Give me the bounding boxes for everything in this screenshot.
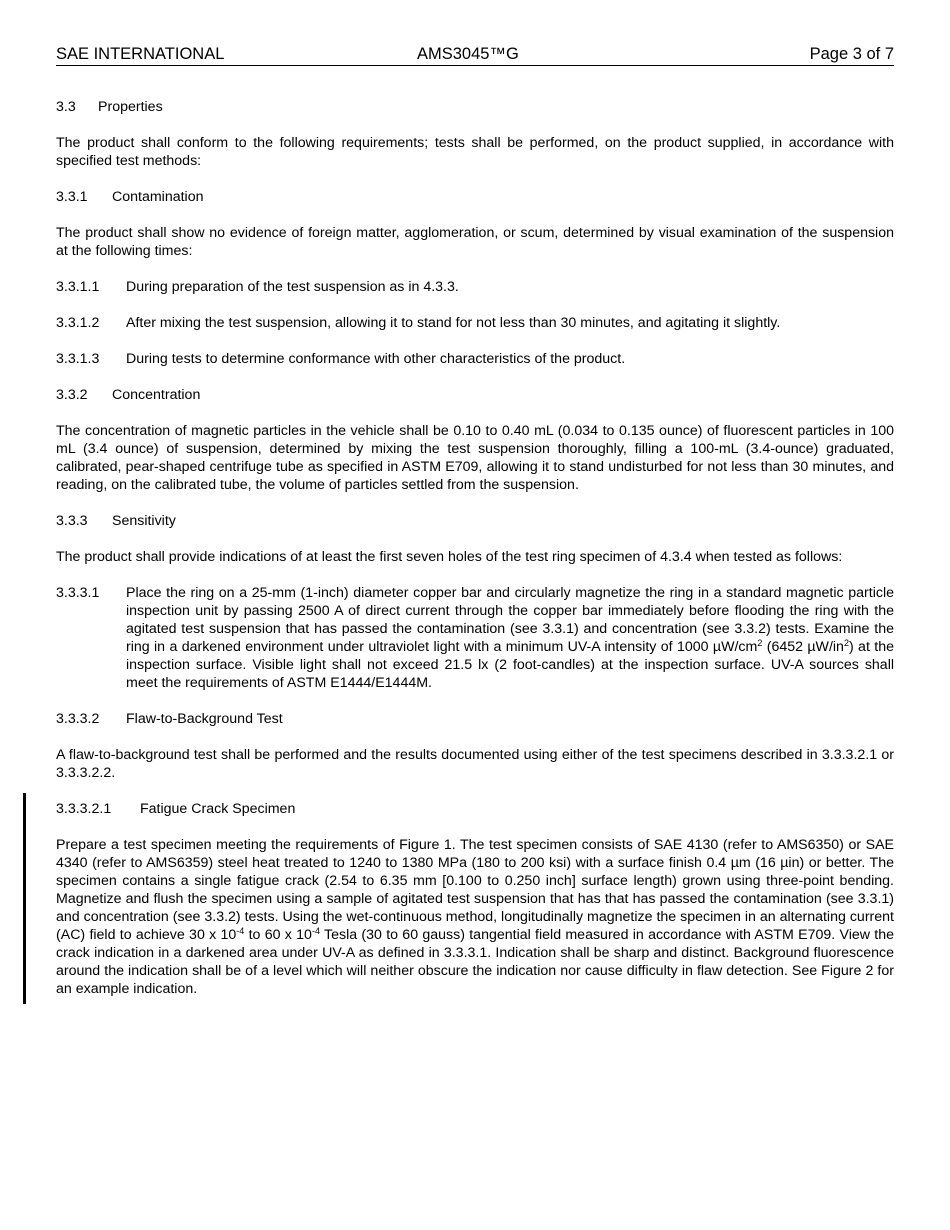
section-title: Fatigue Crack Specimen	[140, 801, 296, 817]
section-paragraph	[56, 836, 894, 998]
header-organization: SAE INTERNATIONAL	[56, 45, 225, 63]
superscript: 2	[843, 638, 849, 648]
item-text: After mixing the test suspension, allowing it to stand for not less than 30 minutes, and agitating it slightly.	[126, 315, 781, 331]
section-title: Contamination	[112, 189, 204, 205]
section-heading-3-3-3	[56, 512, 894, 530]
section-paragraph: The concentration of magnetic particles in the vehicle shall be 0.10 to 0.40 mL (0.034 to 0.135 ounce) of fluorescent particles in 100 mL (3.4 ounce) of suspension, determined by mixing the test suspension thoroughly, filling a 100-mL (3.4-ounce) graduated, calibrated, pear-shaped centrifuge tube as specified in ASTM E709, allowing it to stand undisturbed for not less than 30 minutes, and reading, on the calibrated tube, the volume of particles settled from the suspension.	[56, 423, 894, 493]
section-3-3-3-1	[56, 584, 894, 692]
header-page-number: Page 3 of 7	[809, 45, 894, 63]
section-paragraph: A flaw-to-background test shall be performed and the results documented using either of the test specimens described in 3.3.3.2.1 or 3.3.3.2.2.	[56, 747, 894, 781]
text-run: Prepare a test specimen meeting the requirements of Figure 1. The test specimen consists of SAE 4130 (refer to AMS6350) or SAE 4340 (refer to AMS6359) steel heat treated to 1240 to 1380 MPa (180 to 200 ksi) with a surface finish 0.4 µm (16 µin) or better. The specimen contains a single fatigue crack (2.54 to 6.35 mm [0.100 to 0.250 inch] surface length) grown using three-point bending. Magnetize and flush the specimen using a sample of agitated test suspension that has that has passed the contamination (see 3.3.1) and concentration (see 3.3.2) tests. Using the wet-continuous method, longitudinally magnetize the specimen in an alternating current (AC) field to achieve 30 x 10	[56, 837, 894, 943]
section-paragraph	[126, 584, 894, 692]
item-number: 3.3.1.1	[56, 279, 100, 295]
section-heading-3-3-3-2	[56, 710, 894, 728]
section-paragraph: The product shall conform to the following requirements; tests shall be performed, on the product supplied, in accordance with specified test methods:	[56, 135, 894, 169]
text-run: Place the ring on a 25-mm (1-inch) diameter copper bar and circularly magnetize the ring in a standard magnetic particle inspection unit by passing 2500 A of direct current through the copper bar immediately before flooding the ring with the agitated test suspension that has passed the contamination (see 3.3.1) and concentration (see 3.3.2) tests. Examine the ring in a darkened environment under ultraviolet light with a minimum UV-A intensity of 1000 µW/cm	[126, 585, 894, 655]
text-run: ) at the inspection surface. Visible light shall not exceed 21.5 lx (2 foot-candles) at the inspection surface. UV-A sources shall meet the requirements of ASTM E1444/E1444M.	[126, 639, 894, 691]
section-number: 3.3.3.2	[56, 711, 100, 727]
section-number: 3.3.1	[56, 189, 88, 205]
document-body	[56, 98, 894, 1016]
section-heading-3-3	[56, 98, 894, 116]
section-number: 3.3.3.1	[56, 585, 100, 601]
section-title: Sensitivity	[112, 513, 176, 529]
item-number: 3.3.1.2	[56, 315, 100, 331]
header-document-number: AMS3045™G	[417, 45, 519, 63]
superscript: -4	[236, 926, 245, 936]
text-run: to 60 x 10	[244, 927, 312, 943]
section-heading-3-3-1	[56, 188, 894, 206]
superscript: 2	[757, 638, 763, 648]
list-item	[56, 278, 894, 296]
section-title: Flaw-to-Background Test	[126, 711, 283, 727]
page-header	[56, 45, 894, 66]
section-heading-3-3-2	[56, 386, 894, 404]
list-item	[56, 314, 894, 332]
section-title: Concentration	[112, 387, 201, 403]
item-text: During preparation of the test suspension as in 4.3.3.	[126, 279, 459, 295]
superscript: -4	[311, 926, 320, 936]
section-number: 3.3	[56, 99, 76, 115]
section-heading-3-3-3-2-1	[56, 800, 894, 818]
item-text: During tests to determine conformance with other characteristics of the product.	[126, 351, 626, 367]
section-number: 3.3.2	[56, 387, 88, 403]
text-run: Tesla (30 to 60 gauss) tangential field measured in accordance with ASTM E709. View the crack indication in a darkened area under UV-A as defined in 3.3.3.1. Indication shall be sharp and distinct. Background fluorescence around the indication shall be of a level which will neither obscure the indication nor cause difficulty in flaw detection. See Figure 2 for an example indication.	[56, 927, 894, 997]
section-paragraph: The product shall show no evidence of foreign matter, agglomeration, or scum, determined by visual examination of the suspension at the following times:	[56, 225, 894, 259]
item-number: 3.3.1.3	[56, 351, 100, 367]
section-number: 3.3.3.2.1	[56, 801, 112, 817]
revision-change-bar	[23, 793, 26, 1004]
text-run: (6452 µW/in	[762, 639, 844, 655]
section-paragraph: The product shall provide indications of at least the first seven holes of the test ring specimen of 4.3.4 when tested as follows:	[56, 549, 843, 565]
section-number: 3.3.3	[56, 513, 88, 529]
list-item	[56, 350, 894, 368]
section-title: Properties	[98, 99, 163, 115]
